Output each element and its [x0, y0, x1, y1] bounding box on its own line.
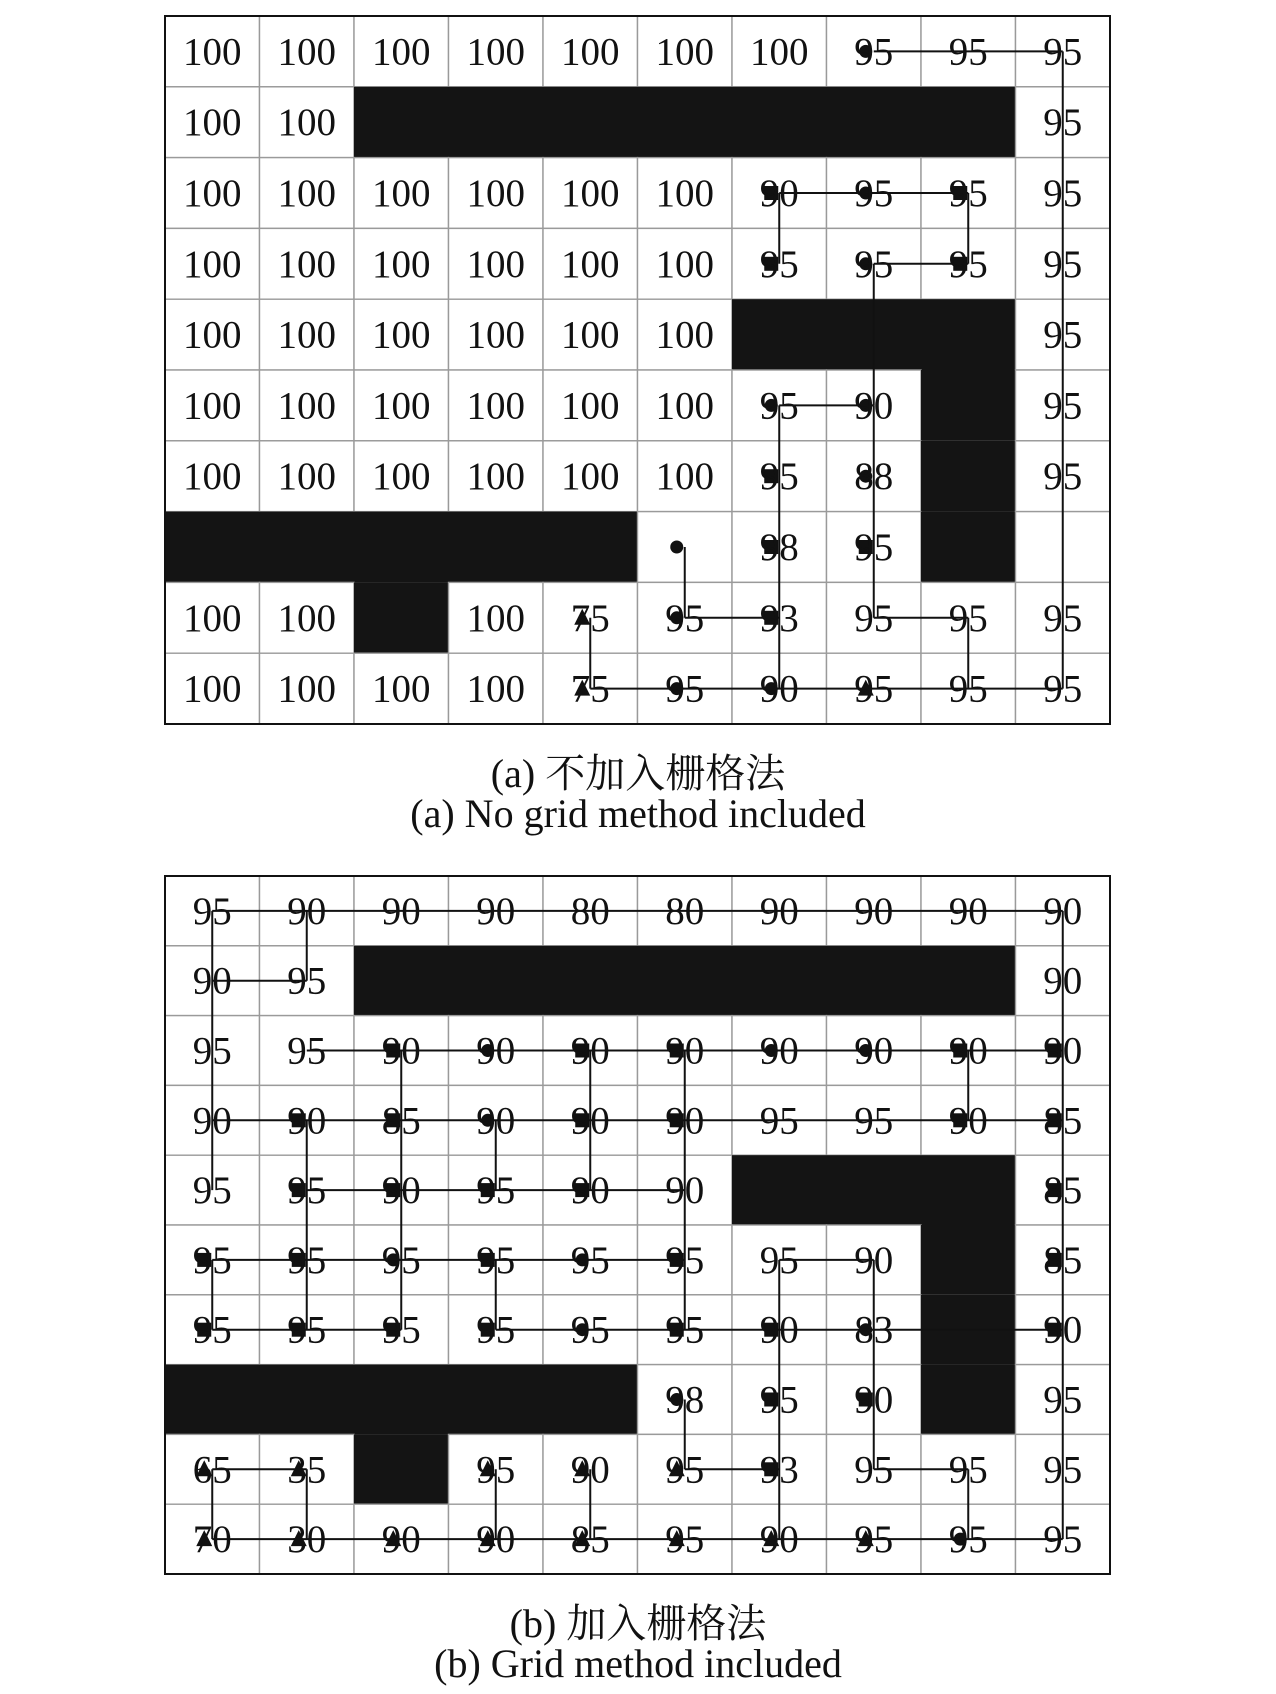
caption-a-english: (a) No grid method included [410, 791, 866, 836]
cell-value: 95 [759, 384, 799, 428]
cell-value: 90 [759, 1308, 799, 1352]
cell-value: 95 [476, 1308, 516, 1352]
obstacle-cell [638, 946, 733, 1016]
cell-value: 90 [948, 1029, 988, 1073]
grid-diagram-b [165, 876, 1110, 1574]
obstacle-cell [921, 441, 1016, 512]
grid-diagram-a [165, 16, 1110, 724]
cell-value: 95 [854, 30, 894, 74]
obstacle-cell [354, 1365, 449, 1435]
cell-value: 95 [854, 667, 894, 711]
obstacle-cell [354, 512, 449, 583]
cell-value: 95 [192, 1029, 232, 1073]
cell-value: 88 [854, 455, 894, 499]
cell-value: 95 [287, 1308, 327, 1352]
cell-value: 100 [372, 242, 431, 286]
cell-value: 95 [476, 1169, 516, 1213]
cell-value: 95 [1043, 172, 1083, 215]
cell-value: 90 [381, 1518, 421, 1562]
obstacle-cell [449, 946, 544, 1016]
cell-value: 95 [854, 172, 894, 215]
cell-value: 95 [854, 1099, 894, 1143]
cell-value: 95 [759, 1238, 799, 1282]
cell-value: 93 [759, 1448, 799, 1492]
cell-value: 100 [750, 30, 809, 74]
cell-value: 100 [561, 313, 620, 357]
cell-value: 100 [277, 242, 336, 286]
cell-value: 83 [854, 1308, 894, 1352]
obstacle-cell [921, 1155, 1016, 1225]
cell-value: 75 [570, 596, 610, 640]
cell-value: 100 [466, 172, 525, 215]
cell-value: 95 [759, 1099, 799, 1143]
obstacle-cell [354, 1434, 449, 1504]
cell-value: 100 [655, 384, 714, 428]
obstacle-cell [732, 1155, 827, 1225]
cell-value: 95 [854, 596, 894, 640]
cell-value: 95 [665, 1238, 705, 1282]
cell-value: 100 [277, 596, 336, 640]
obstacle-cell [260, 1365, 355, 1435]
cell-value: 95 [287, 1029, 327, 1073]
grid-panel-a [165, 16, 1110, 724]
cell-value: 95 [948, 1518, 988, 1562]
caption-a-chinese: (a) 不加入栅格法 [490, 751, 786, 796]
cell-value: 95 [948, 1448, 988, 1492]
cell-value: 90 [476, 1029, 516, 1073]
cell-value: 100 [183, 455, 242, 499]
obstacle-cell [921, 946, 1016, 1016]
obstacle-cell [449, 87, 544, 158]
cell-value: 90 [665, 1029, 705, 1073]
cell-value: 95 [948, 30, 988, 74]
cell-value: 90 [192, 1099, 232, 1143]
cell-value: 100 [277, 30, 336, 74]
obstacle-cell [732, 299, 827, 370]
cell-value: 95 [381, 1238, 421, 1282]
cell-value: 95 [1043, 1378, 1083, 1422]
obstacle-cell [921, 87, 1016, 158]
cell-value: 95 [665, 1448, 705, 1492]
cell-value: 100 [655, 30, 714, 74]
obstacle-cell [260, 512, 355, 583]
cell-value: 90 [1043, 959, 1083, 1003]
cell-value: 90 [381, 1029, 421, 1073]
cell-value: 100 [277, 172, 336, 215]
cell-value: 100 [466, 242, 525, 286]
cell-value: 100 [372, 667, 431, 711]
cell-value: 95 [1043, 455, 1083, 499]
obstacle-cell [827, 87, 922, 158]
obstacle-cell [732, 87, 827, 158]
cell-value: 85 [1043, 1099, 1083, 1143]
cell-value: 100 [277, 384, 336, 428]
cell-value: 90 [381, 1169, 421, 1213]
cell-value: 90 [948, 1099, 988, 1143]
obstacle-cell [921, 1365, 1016, 1435]
cell-value: 100 [466, 596, 525, 640]
cell-value: 90 [665, 1169, 705, 1213]
cell-value: 95 [665, 667, 705, 711]
cell-value: 100 [561, 455, 620, 499]
cell-value: 95 [665, 1308, 705, 1352]
obstacle-cell [921, 512, 1016, 583]
cell-value: 100 [183, 667, 242, 711]
cell-value: 80 [665, 889, 705, 933]
obstacle-cell [827, 1155, 922, 1225]
obstacle-cell [543, 1365, 638, 1435]
obstacle-cell [449, 1365, 544, 1435]
obstacle-cell [638, 87, 733, 158]
cell-value: 95 [854, 242, 894, 286]
cell-value: 90 [1043, 1029, 1083, 1073]
cell-value: 95 [476, 1448, 516, 1492]
cell-value: 100 [277, 667, 336, 711]
cell-value: 95 [1043, 242, 1083, 286]
cell-value: 90 [665, 1099, 705, 1143]
cell-value: 95 [192, 1169, 232, 1213]
cell-value: 95 [1043, 384, 1083, 428]
cell-value: 95 [1043, 596, 1083, 640]
cell-value: 90 [854, 1029, 894, 1073]
cell-value: 95 [570, 1238, 610, 1282]
cell-value: 95 [570, 1308, 610, 1352]
cell-value: 90 [854, 1238, 894, 1282]
cell-value: 95 [1043, 1518, 1083, 1562]
cell-value: 95 [854, 526, 894, 569]
cell-value: 80 [570, 889, 610, 933]
cell-value: 85 [1043, 1169, 1083, 1213]
cell-value: 90 [381, 889, 421, 933]
obstacle-cell [543, 946, 638, 1016]
cell-value: 95 [948, 172, 988, 215]
cell-value: 90 [570, 1099, 610, 1143]
cell-value: 90 [570, 1169, 610, 1213]
cell-value: 100 [466, 455, 525, 499]
cell-value: 100 [183, 172, 242, 215]
cell-value: 30 [287, 1518, 327, 1562]
cell-value: 90 [287, 1099, 327, 1143]
cell-value: 90 [854, 1378, 894, 1422]
cell-value: 85 [381, 1099, 421, 1143]
cell-value: 100 [277, 101, 336, 145]
cell-value: 95 [1043, 1448, 1083, 1492]
cell-value: 100 [561, 242, 620, 286]
obstacle-cell [354, 946, 449, 1016]
cell-value: 95 [854, 1518, 894, 1562]
caption-b-english: (b) Grid method included [434, 1641, 842, 1686]
cell-value: 100 [372, 30, 431, 74]
cell-value: 100 [277, 455, 336, 499]
cell-value: 95 [1043, 101, 1083, 145]
cell-value: 85 [570, 1518, 610, 1562]
cell-value: 100 [655, 172, 714, 215]
cell-value: 100 [466, 313, 525, 357]
cell-value: 100 [655, 242, 714, 286]
cell-value: 90 [570, 1029, 610, 1073]
cell-value: 100 [561, 30, 620, 74]
cell-value: 90 [476, 889, 516, 933]
cell-value: 95 [665, 1518, 705, 1562]
cell-value: 100 [561, 384, 620, 428]
cell-value: 90 [1043, 889, 1083, 933]
cell-value: 95 [759, 242, 799, 286]
cell-value: 70 [192, 1518, 232, 1562]
obstacle-cell [921, 1225, 1016, 1295]
cell-value: 95 [948, 596, 988, 640]
cell-value: 100 [372, 172, 431, 215]
cell-value: 90 [854, 384, 894, 428]
cell-value: 95 [948, 242, 988, 286]
cell-value: 100 [277, 313, 336, 357]
cell-value: 100 [655, 455, 714, 499]
obstacle-cell [354, 582, 449, 653]
cell-value: 100 [466, 30, 525, 74]
obstacle-cell [543, 512, 638, 583]
cell-value: 90 [759, 667, 799, 711]
cell-value: 95 [1043, 30, 1083, 74]
cell-value: 95 [759, 455, 799, 499]
cell-value: 100 [183, 596, 242, 640]
cell-value: 100 [183, 313, 242, 357]
cell-value: 90 [854, 889, 894, 933]
cell-value: 95 [192, 889, 232, 933]
cell-value: 100 [183, 30, 242, 74]
cell-value: 95 [192, 1238, 232, 1282]
cell-value: 100 [466, 384, 525, 428]
cell-value: 90 [948, 889, 988, 933]
cell-value: 35 [287, 1448, 327, 1492]
cell-value: 95 [1043, 313, 1083, 357]
obstacle-cell [732, 946, 827, 1016]
obstacle-cell [921, 299, 1016, 370]
cell-value: 95 [381, 1308, 421, 1352]
cell-value: 65 [192, 1448, 232, 1492]
cell-value: 93 [759, 596, 799, 640]
cell-value: 90 [476, 1099, 516, 1143]
cell-value: 75 [570, 667, 610, 711]
cell-value: 100 [466, 667, 525, 711]
obstacle-cell [827, 946, 922, 1016]
obstacle-cell [165, 512, 260, 583]
cell-value: 95 [1043, 667, 1083, 711]
cell-value: 95 [948, 667, 988, 711]
cell-value: 95 [759, 1378, 799, 1422]
cell-value: 90 [570, 1448, 610, 1492]
cell-value: 90 [759, 1518, 799, 1562]
cell-value: 100 [183, 384, 242, 428]
cell-value: 95 [287, 1238, 327, 1282]
cell-value: 100 [372, 384, 431, 428]
grid-panel-b [165, 876, 1110, 1574]
cell-value: 100 [372, 455, 431, 499]
cell-value: 98 [665, 1378, 705, 1422]
obstacle-cell [449, 512, 544, 583]
cell-value: 95 [665, 596, 705, 640]
cell-value: 100 [372, 313, 431, 357]
obstacle-cell [543, 87, 638, 158]
cell-value: 85 [1043, 1238, 1083, 1282]
path-node-circle [670, 541, 683, 554]
obstacle-cell [921, 370, 1016, 441]
cell-value: 90 [192, 959, 232, 1003]
cell-value: 95 [287, 1169, 327, 1213]
cell-value: 95 [854, 1448, 894, 1492]
cell-value: 90 [759, 172, 799, 215]
cell-value: 100 [655, 313, 714, 357]
cell-value: 90 [476, 1518, 516, 1562]
cell-value: 90 [759, 889, 799, 933]
cell-value: 100 [183, 101, 242, 145]
cell-value: 95 [287, 959, 327, 1003]
cell-value: 90 [759, 1029, 799, 1073]
cell-value: 98 [759, 526, 799, 569]
caption-b-chinese: (b) 加入栅格法 [509, 1601, 767, 1646]
cell-value: 95 [192, 1308, 232, 1352]
obstacle-cell [165, 1365, 260, 1435]
cell-value: 100 [561, 172, 620, 215]
cell-value: 90 [287, 889, 327, 933]
obstacle-cell [354, 87, 449, 158]
cell-value: 90 [1043, 1308, 1083, 1352]
cell-value: 95 [476, 1238, 516, 1282]
cell-value: 100 [183, 242, 242, 286]
